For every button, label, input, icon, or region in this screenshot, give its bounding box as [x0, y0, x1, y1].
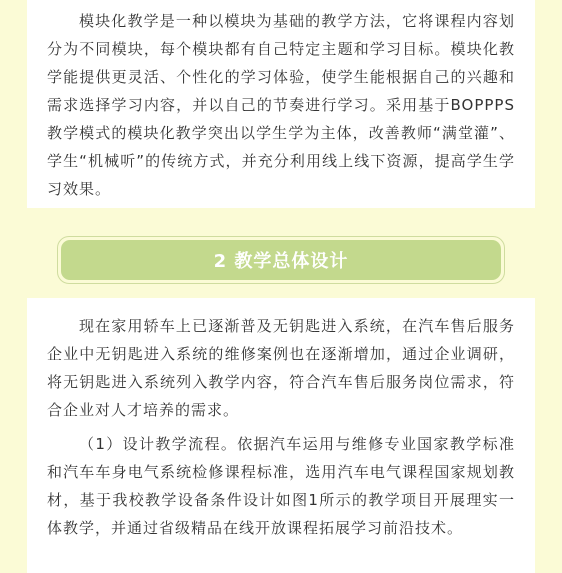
section-heading: 2 教学总体设计	[61, 240, 501, 280]
intro-paragraph: 模块化教学是一种以模块为基础的教学方法，它将课程内容划分为不同模块，每个模块都有自己特定主题和学习目标。模块化教学能提供更灵活、个性化的学习体验，使学生能根据自己的兴趣和需求选择学习内容，并以自己的节奏进行学习。采用基于BOPPPS教学模式的模块化教学突出以学生学为主体，改善教师“满堂灌”、学生“机械听”的传统方式，并充分利用线上线下资源，提高学生学习效果。	[47, 12, 515, 198]
intro-card	[27, 0, 535, 208]
body-paragraph-2: （1）设计教学流程。依据汽车运用与维修专业国家教学标准和汽车车身电气系统检修课程标准，选用汽车电气课程国家规划教材，基于我校教学设备条件设计如图1所示的教学项目开展理实一体教学，并通过省级精品在线开放课程拓展学习前沿技术。	[47, 435, 515, 537]
section-heading-frame	[57, 236, 505, 284]
body-paragraph-1: 现在家用轿车上已逐渐普及无钥匙进入系统，在汽车售后服务企业中无钥匙进入系统的维修案例也在逐渐增加，通过企业调研，将无钥匙进入系统列入教学内容，符合汽车售后服务岗位需求，符合企业对人才培养的需求。	[47, 317, 515, 419]
body-card	[27, 298, 535, 573]
